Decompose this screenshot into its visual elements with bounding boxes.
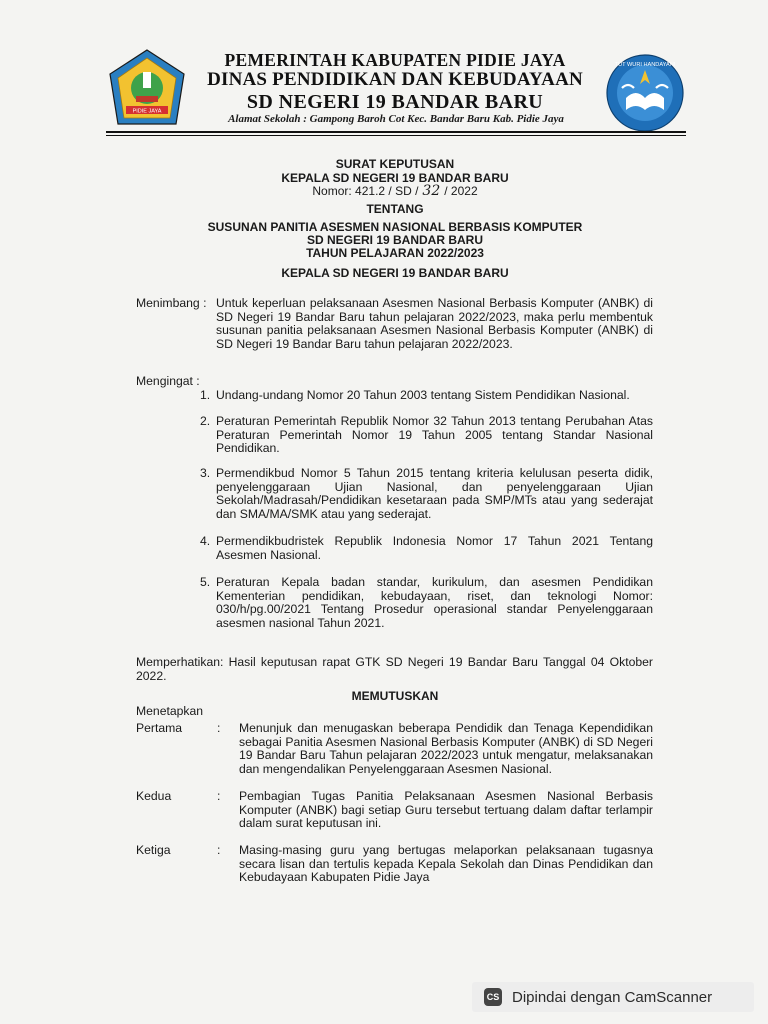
- camscanner-icon: CS: [484, 988, 502, 1006]
- decree-issuer-line: KEPALA SD NEGERI 19 BANDAR BARU: [281, 171, 509, 185]
- letterhead-department: DINAS PENDIDIKAN DAN KEBUDAYAAN: [207, 69, 583, 90]
- camscanner-text: Dipindai dengan CamScanner: [512, 988, 713, 1006]
- memperhatikan-text: Memperhatikan: Hasil keputusan rapat GTK SD Negeri 19 Bandar Baru Tanggal 04 Oktober 2022.: [136, 655, 653, 683]
- mengingat-label: Mengingat :: [136, 374, 200, 388]
- menimbang-label: Menimbang :: [136, 296, 207, 310]
- mengingat-item: Undang-undang Nomor 20 Tahun 2003 tentang Sistem Pendidikan Nasional.: [216, 388, 630, 402]
- letterhead-rule-thick: [106, 131, 686, 133]
- tut-wuri-handayani-logo: [604, 52, 686, 134]
- decision-label: Ketiga: [136, 843, 171, 857]
- decision-colon: :: [217, 843, 221, 857]
- decision-colon: :: [217, 721, 221, 735]
- logo-right-text: TUT WURI HANDAYANI: [614, 62, 676, 68]
- menimbang-text: Untuk keperluan pelaksanaan Asesmen Nasional Berbasis Komputer (ANBK) di SD Negeri 19 Bandar Baru tahun pelajaran 2022/2023, maka perlu membentuk susunan panitia pelaksanaan Asesmen Nasional Berbasis Komputer (ANBK) di SD Negeri 19 Bandar Baru tahun pelajaran 2022/2023.: [216, 296, 653, 351]
- subject-line-2: SD NEGERI 19 BANDAR BARU: [306, 233, 484, 247]
- issuer-heading: KEPALA SD NEGERI 19 BANDAR BARU: [281, 266, 509, 280]
- decree-number-prefix: Nomor: 421.2 / SD /: [312, 184, 419, 198]
- letterhead-rule-thin: [106, 135, 686, 136]
- menetapkan-label: Menetapkan: [136, 704, 204, 718]
- mengingat-number: 1.: [200, 388, 211, 402]
- decision-label: Kedua: [136, 789, 172, 803]
- pidie-jaya-logo: [106, 48, 188, 130]
- mengingat-number: 4.: [200, 534, 211, 548]
- letterhead-government: PEMERINTAH KABUPATEN PIDIE JAYA: [224, 50, 566, 70]
- mengingat-number: 3.: [200, 466, 211, 480]
- letterhead-school: SD NEGERI 19 BANDAR BARU: [246, 91, 544, 113]
- subject-line-1: SUSUNAN PANITIA ASESMEN NASIONAL BERBASIS KOMPUTER: [207, 220, 583, 234]
- mengingat-item: Permendikbud Nomor 5 Tahun 2015 tentang kriteria kelulusan peserta didik, penyelenggaraan Ujian Nasional, dan penyelenggaraan Ujian Sekolah/Madrasah/Pendidikan kesetaraan pada SMP/MTs atau yang sederajat dan SMA/MA/SMK atau yang sederajat.: [216, 466, 653, 521]
- decree-number: [140, 184, 650, 198]
- decision-text: Menunjuk dan menugaskan beberapa Pendidik dan Tenaga Kependidikan sebagai Panitia Asesmen Nasional Berbasis Komputer (ANBK) di SD Negeri 19 Bandar Baru Tahun pelajaran 2022/2023 untuk mengatur, melaksanakan dan mengendalikan Penyelenggaraan Asesmen Nasional.: [239, 721, 653, 776]
- decision-label: Pertama: [136, 721, 183, 735]
- decree-number-suffix: / 2022: [444, 184, 478, 198]
- mengingat-item: Peraturan Kepala badan standar, kurikulum, dan asesmen Pendidikan Kementerian pendidikan, kebudayaan, riset, dan teknologi Nomor: 030/h/pg.00/2021 Tentang Prosedur operasional standar Penyelenggaraan asesmen nasional Tahun 2021.: [216, 575, 653, 630]
- letterhead-address: Alamat Sekolah : Gampong Baroh Cot Kec. Bandar Baru Kab. Pidie Jaya: [228, 113, 564, 125]
- decision-colon: :: [217, 789, 221, 803]
- decision-text: Masing-masing guru yang bertugas melaporkan pelaksanaan tugasnya secara lisan dan tertulis kepada Kepala Sekolah dan Dinas Pendidikan dan Kebudayaan Kabupaten Pidie Jaya: [239, 843, 653, 885]
- mengingat-item: Peraturan Pemerintah Republik Nomor 32 Tahun 2013 tentang Perubahan Atas Peraturan Pemerintah Nomor 19 Tahun 2005 tentang Standar Nasional Pendidikan.: [216, 414, 653, 456]
- decree-number-handwritten: 32: [422, 183, 441, 199]
- subject-line-3: TAHUN PELAJARAN 2022/2023: [306, 246, 484, 260]
- logo-left-text: PIDIE JAYA: [132, 108, 162, 115]
- camscanner-badge: [472, 982, 754, 1012]
- tentang-heading: TENTANG: [366, 202, 424, 216]
- mengingat-number: 2.: [200, 414, 211, 428]
- decision-text: Pembagian Tugas Panitia Pelaksanaan Asesmen Nasional Berbasis Komputer (ANBK) bagi setiap Guru tersebut tertuang dalam daftar terlampir dalam surat keputusan ini.: [239, 789, 653, 831]
- memutuskan-heading: MEMUTUSKAN: [351, 689, 439, 703]
- mengingat-number: 5.: [200, 575, 211, 589]
- mengingat-item: Permendikbudristek Republik Indonesia Nomor 17 Tahun 2021 Tentang Asesmen Nasional.: [216, 534, 653, 562]
- decree-title: SURAT KEPUTUSAN: [335, 157, 455, 171]
